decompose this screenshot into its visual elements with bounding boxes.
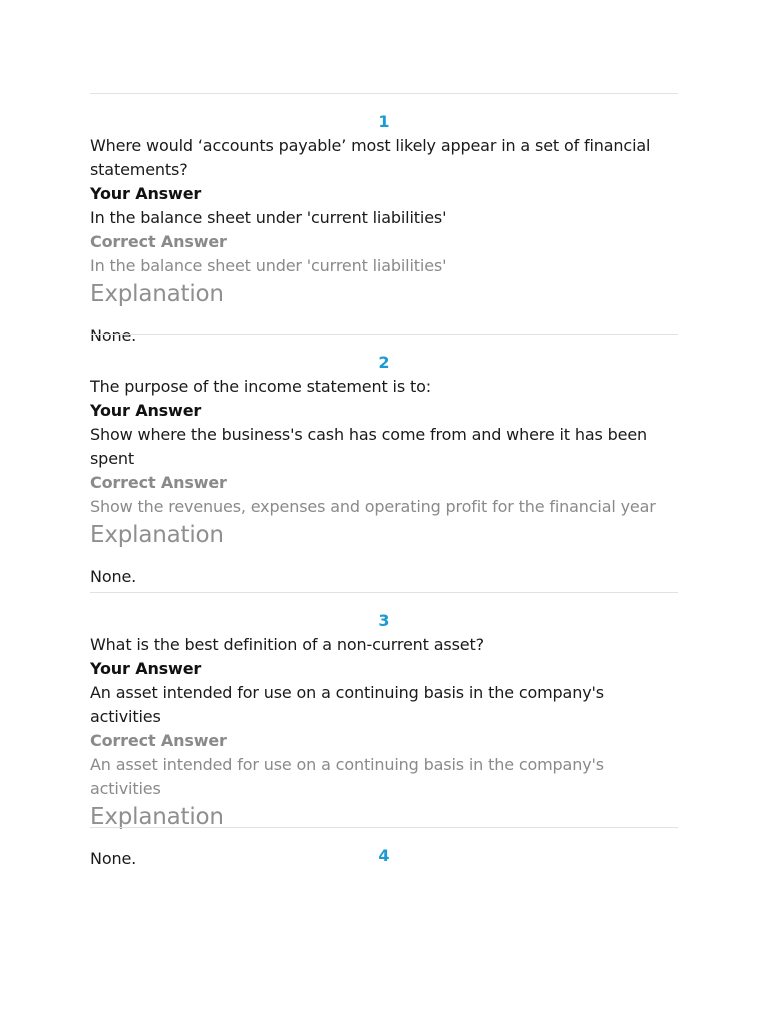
question-block-3	[90, 592, 678, 868]
correct-answer: An asset intended for use on a continuing basis in the company's activities	[90, 755, 604, 798]
explanation-heading: Explanation	[90, 804, 224, 830]
explanation-text: None.	[90, 849, 137, 868]
question-text: Where would ‘accounts payable’ most likely appear in a set of financial statements?	[90, 136, 651, 179]
explanation-text: None.	[90, 567, 137, 586]
correct-answer: In the balance sheet under 'current liabilities'	[90, 256, 447, 275]
explanation-heading: Explanation	[90, 522, 224, 548]
explanation-text: None.	[90, 326, 137, 345]
question-number: 4	[378, 846, 390, 865]
question-block-1	[90, 93, 678, 345]
your-answer-label: Your Answer	[90, 659, 202, 678]
your-answer: In the balance sheet under 'current liabilities'	[90, 208, 447, 227]
your-answer-label: Your Answer	[90, 401, 202, 420]
correct-answer: Show the revenues, expenses and operating profit for the financial year	[90, 497, 656, 516]
question-block-4	[90, 827, 678, 869]
your-answer: An asset intended for use on a continuing basis in the company's activities	[90, 683, 604, 726]
question-block-2	[90, 334, 678, 592]
correct-answer-label: Correct Answer	[90, 473, 227, 492]
question-number: 3	[378, 611, 390, 630]
correct-answer-label: Correct Answer	[90, 731, 227, 750]
your-answer: Show where the business's cash has come from and where it has been spent	[90, 425, 648, 468]
question-text: What is the best definition of a non-current asset?	[90, 635, 484, 654]
explanation-heading: Explanation	[90, 281, 224, 307]
question-text: The purpose of the income statement is to:	[90, 377, 431, 396]
correct-answer-label: Correct Answer	[90, 232, 227, 251]
your-answer-label: Your Answer	[90, 184, 202, 203]
question-number: 2	[378, 353, 390, 372]
quiz-results	[90, 93, 678, 869]
question-number: 1	[378, 112, 390, 131]
